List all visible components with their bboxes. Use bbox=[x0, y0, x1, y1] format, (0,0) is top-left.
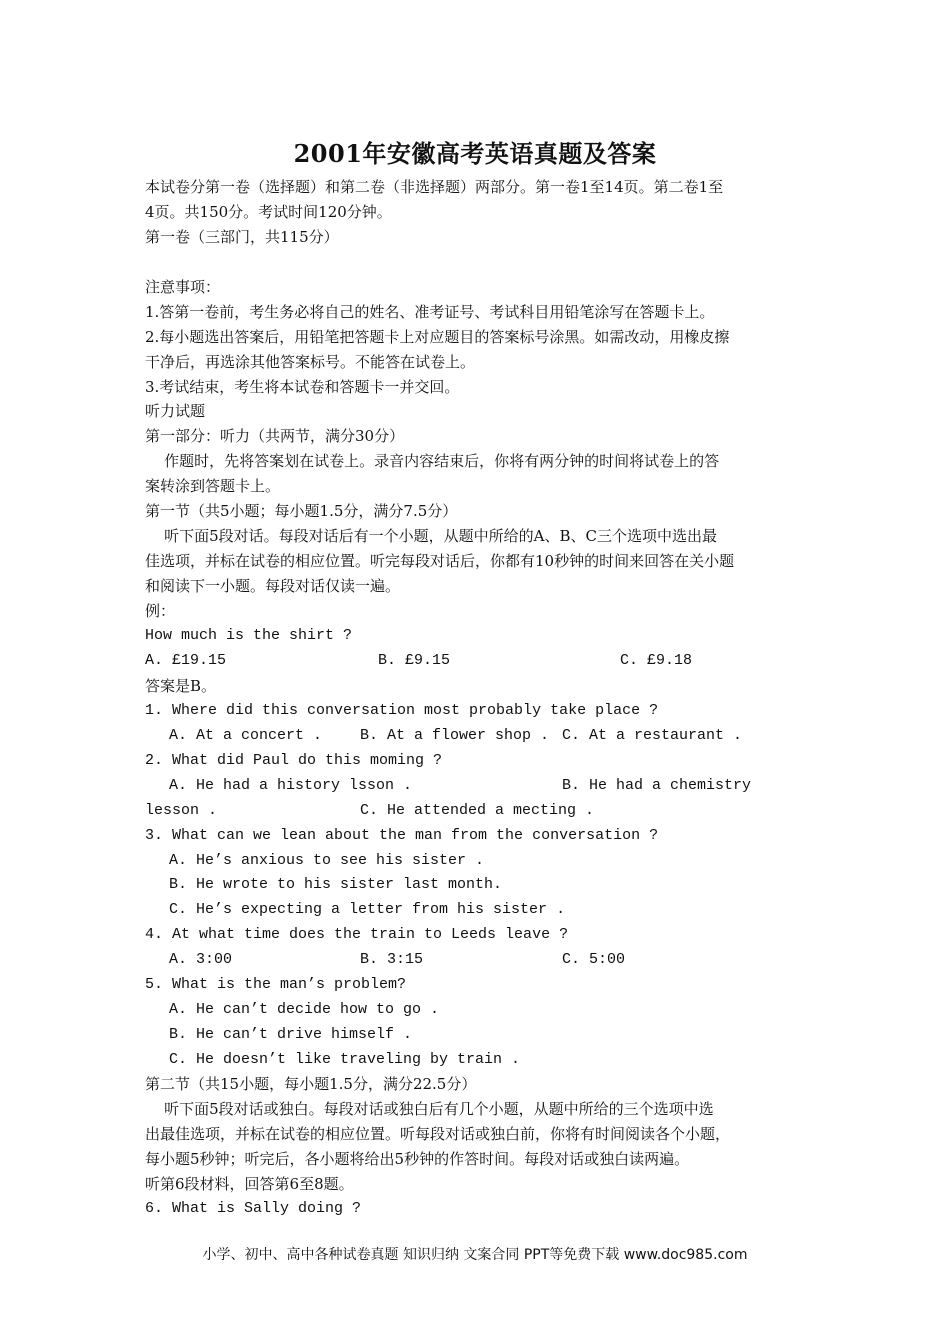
intro-line-1: 本试卷分第一卷（选择题）和第二卷（非选择题）两部分。第一卷1至14页。第二卷1至 bbox=[145, 178, 724, 196]
question-2-option-a: A. He had a history lsson . bbox=[169, 777, 413, 794]
question-5-option-a: A. He can’t decide how to go . bbox=[169, 1001, 440, 1018]
note-3: 3.考试结束，考生将本试卷和答题卡一并交回。 bbox=[145, 378, 460, 396]
listening-heading: 听力试题 bbox=[145, 402, 206, 420]
question-1-option-c: C. At a restaurant . bbox=[562, 727, 743, 744]
question-1: 1. Where did this conversation most probably take place ? bbox=[145, 702, 659, 719]
example-option-b: B. £9.15 bbox=[378, 652, 451, 669]
section2-instr-3: 每小题5秒钟；听完后，各小题将给出5秒钟的作答时间。每段对话或独白读两遍。 bbox=[145, 1150, 690, 1168]
question-5-option-b: B. He can’t drive himself . bbox=[169, 1026, 413, 1043]
note-2b: 干净后，再选涂其他答案标号。不能答在试卷上。 bbox=[145, 353, 476, 371]
question-4: 4. At what time does the train to Leeds leave ? bbox=[145, 926, 569, 943]
question-6: 6. What is Sally doing ? bbox=[145, 1200, 362, 1217]
question-2: 2. What did Paul do this moming ? bbox=[145, 752, 443, 769]
footer-text: 小学、初中、高中各种试卷真题 知识归纳 文案合同 PPT等免费下载 www.doc985.com bbox=[202, 1247, 748, 1263]
question-1-option-b: B. At a flower shop . bbox=[360, 727, 550, 744]
notes-heading: 注意事项： bbox=[145, 278, 221, 296]
example-label: 例： bbox=[145, 602, 176, 620]
intro-line-2: 4页。共150分。考试时间120分钟。 bbox=[145, 203, 392, 221]
intro-line-3: 第一卷（三部门，共115分） bbox=[145, 228, 339, 246]
question-5: 5. What is the man’s problem? bbox=[145, 976, 407, 993]
question-3: 3. What can we lean about the man from the conversation ? bbox=[145, 827, 659, 844]
section1-instr-2: 佳选项，并标在试卷的相应位置。听完每段对话后，你都有10秒钟的时间来回答在关小题 bbox=[145, 552, 735, 570]
example-answer: 答案是B。 bbox=[145, 677, 217, 695]
question-2-option-b-cont: lesson . bbox=[145, 802, 218, 819]
question-4-option-a: A. 3:00 bbox=[169, 951, 233, 968]
example-question: How much is the shirt ? bbox=[145, 627, 353, 644]
question-2-option-b: B. He had a chemistry bbox=[562, 777, 752, 794]
part1-instr-1: 作题时，先将答案划在试卷上。录音内容结束后，你将有两分钟的时间将试卷上的答 bbox=[145, 452, 720, 470]
question-2-option-c: C. He attended a mecting . bbox=[360, 802, 595, 819]
section2-instr-1: 听下面5段对话或独白。每段对话或独白后有几个小题，从题中所给的三个选项中选 bbox=[145, 1100, 714, 1118]
part1-instr-2: 案转涂到答题卡上。 bbox=[145, 477, 281, 495]
section1-heading: 第一节（共5小题；每小题1.5分，满分7.5分） bbox=[145, 502, 458, 520]
question-3-option-c: C. He’s expecting a letter from his sister . bbox=[169, 901, 566, 918]
question-4-option-b: B. 3:15 bbox=[360, 951, 424, 968]
question-3-option-b: B. He wrote to his sister last month. bbox=[169, 876, 503, 893]
note-2a: 2.每小题选出答案后，用铅笔把答题卡上对应题目的答案标号涂黑。如需改动，用橡皮擦 bbox=[145, 328, 730, 346]
question-5-option-c: C. He doesn’t like traveling by train . bbox=[169, 1051, 521, 1068]
section2-heading: 第二节（共15小题，每小题1.5分，满分22.5分） bbox=[145, 1075, 477, 1093]
question-3-option-a: A. He’s anxious to see his sister . bbox=[169, 852, 485, 869]
note-1: 1.答第一卷前，考生务必将自己的姓名、准考证号、考试科目用铅笔涂写在答题卡上。 bbox=[145, 303, 715, 321]
example-option-c: C. £9.18 bbox=[620, 652, 693, 669]
question-4-option-c: C. 5:00 bbox=[562, 951, 626, 968]
section1-instr-3: 和阅读下一小题。每段对话仅读一遍。 bbox=[145, 577, 401, 595]
section1-instr-1: 听下面5段对话。每段对话后有一个小题，从题中所给的A、B、C三个选项中选出最 bbox=[145, 527, 717, 545]
section2-instr-2: 出最佳选项，并标在试卷的相应位置。听每段对话或独白前，你将有时间阅读各个小题， bbox=[145, 1125, 731, 1143]
material-6: 听第6段材料，回答第6至8题。 bbox=[145, 1175, 354, 1193]
document-title: 2001年安徽高考英语真题及答案 bbox=[293, 139, 657, 168]
question-1-option-a: A. At a concert . bbox=[169, 727, 323, 744]
part1-heading: 第一部分：听力（共两节，满分30分） bbox=[145, 427, 405, 445]
example-option-a: A. £19.15 bbox=[145, 652, 227, 669]
